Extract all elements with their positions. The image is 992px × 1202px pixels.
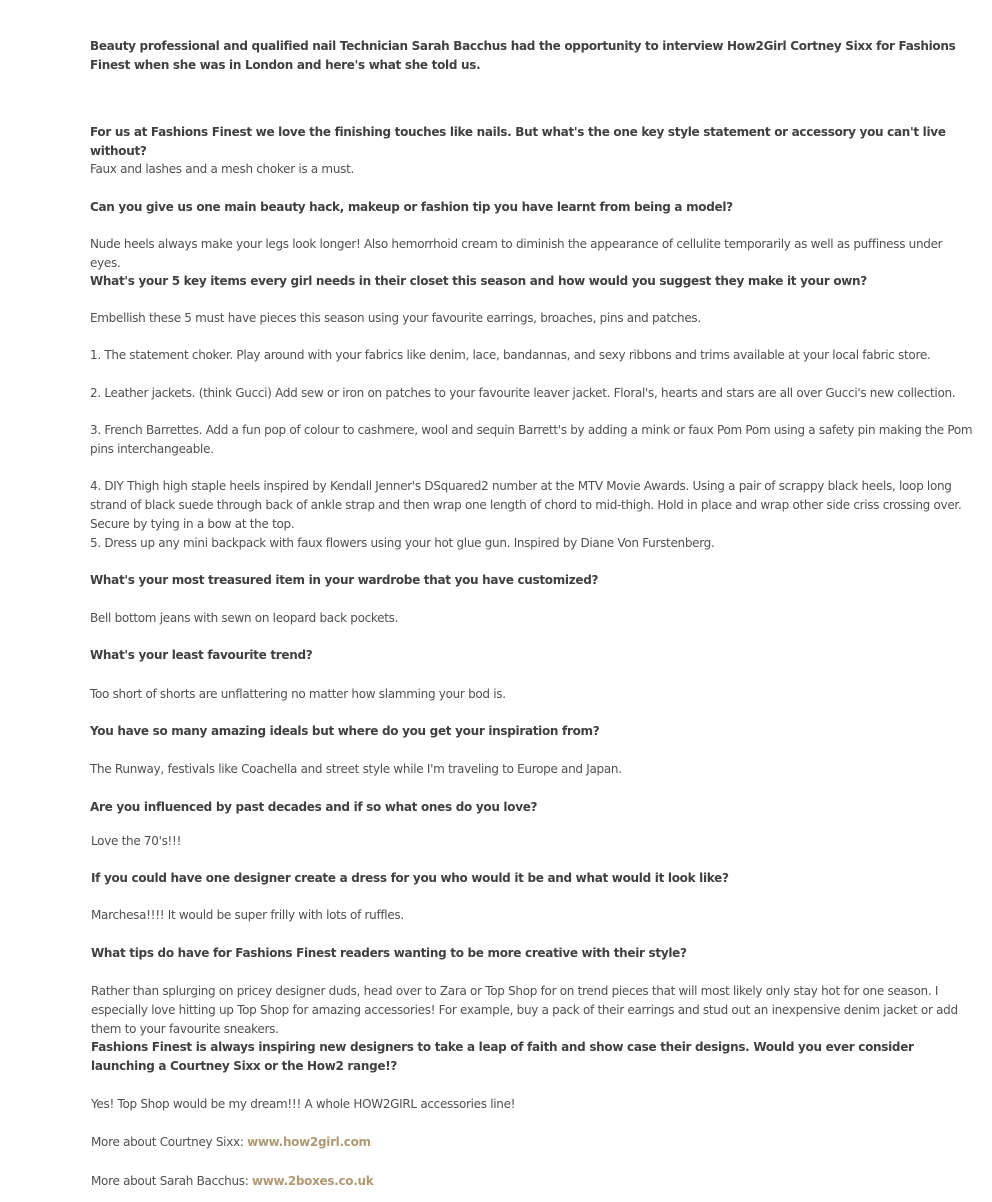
answer-1: Faux and lashes and a mesh choker is a must.: [90, 162, 354, 176]
answer-8: Marchesa!!!! It would be super frilly with lots of ruffles.: [91, 908, 404, 922]
sarah-link-label: More about Sarah Bacchus:: [91, 1174, 252, 1188]
intro-paragraph: Beauty professional and qualified nail Technician Sarah Bacchus had the opportunity to interview How2Girl Cortney Sixx for Fashions Finest when she was in London and here's what she told us.: [90, 39, 956, 72]
question-7: Are you influenced by past decades and if so what ones do you love?: [90, 800, 538, 814]
question-8: If you could have one designer create a dress for you who would it be and what would it look like?: [91, 871, 729, 885]
question-1: For us at Fashions Finest we love the finishing touches like nails. But what's the one key style statement or accessory you can't live without?: [90, 125, 946, 158]
answer-3-item-5: 5. Dress up any mini backpack with faux flowers using your hot glue gun. Inspired by Diane Von Furstenberg.: [90, 536, 715, 550]
answer-7: Love the 70's!!!: [91, 834, 182, 848]
answer-10: Yes! Top Shop would be my dream!!! A whole HOW2GIRL accessories line!: [91, 1097, 516, 1111]
courtney-link-label: More about Courtney Sixx:: [91, 1135, 248, 1149]
question-9: What tips do have for Fashions Finest readers wanting to be more creative with their style?: [91, 946, 687, 960]
answer-3-item-2: 2. Leather jackets. (think Gucci) Add sew or iron on patches to your favourite leaver jacket. Floral's, hearts and stars are all over Gucci's new collection.: [90, 386, 956, 400]
answer-2: Nude heels always make your legs look longer! Also hemorrhoid cream to diminish the appearance of cellulite temporarily as well as puffiness under eyes.: [90, 237, 943, 270]
question-5: What's your least favourite trend?: [90, 648, 313, 662]
sarah-link-row: [91, 1172, 976, 1191]
question-2: Can you give us one main beauty hack, makeup or fashion tip you have learnt from being a model?: [90, 200, 733, 214]
how2girl-link[interactable]: www.how2girl.com: [247, 1135, 371, 1149]
answer-3-item-3: 3. French Barrettes. Add a fun pop of colour to cashmere, wool and sequin Barrett's by adding a mink or faux Pom Pom using a safety pin making the Pom pins interchangeable.: [90, 423, 973, 456]
question-3: What's your 5 key items every girl needs in their closet this season and how would you suggest they make it your own?: [90, 274, 867, 288]
answer-9: Rather than splurging on pricey designer duds, head over to Zara or Top Shop for on trend pieces that will most likely only stay hot for one season. I especially love hitting up Top Shop for amazing accessories! For example, buy a pack of their earrings and stud out an inexpensive denim jacket or add them to your favourite sneakers.: [91, 984, 958, 1036]
answer-3-item-4: 4. DIY Thigh high staple heels inspired by Kendall Jenner's DSquared2 number at the MTV Movie Awards. Using a pair of scrappy black heels, loop long strand of black suede through back of ankle strap and then wrap one length of chord to mid-thigh. Hold in place and wrap other side criss crossing over. Secure by tying in a bow at the top.: [90, 479, 962, 531]
question-4: What's your most treasured item in your wardrobe that you have customized?: [90, 573, 599, 587]
answer-3-item-1: 1. The statement choker. Play around with your fabrics like denim, lace, bandannas, and sexy ribbons and trims available at your local fabric store.: [90, 348, 931, 362]
answer-4: Bell bottom jeans with sewn on leopard back pockets.: [90, 611, 399, 625]
2boxes-link[interactable]: www.2boxes.co.uk: [251, 1174, 374, 1188]
courtney-link-row: [91, 1133, 976, 1152]
answer-5: Too short of shorts are unflattering no matter how slamming your bod is.: [90, 687, 506, 701]
question-10: Fashions Finest is always inspiring new designers to take a leap of faith and show case their designs. Would you ever consider launching a Courtney Sixx or the How2 range!?: [91, 1040, 914, 1073]
answer-6: The Runway, festivals like Coachella and street style while I'm traveling to Europe and Japan.: [90, 762, 622, 776]
answer-3-intro: Embellish these 5 must have pieces this season using your favourite earrings, broaches, pins and patches.: [90, 311, 701, 325]
question-6: You have so many amazing ideals but where do you get your inspiration from?: [90, 724, 600, 738]
